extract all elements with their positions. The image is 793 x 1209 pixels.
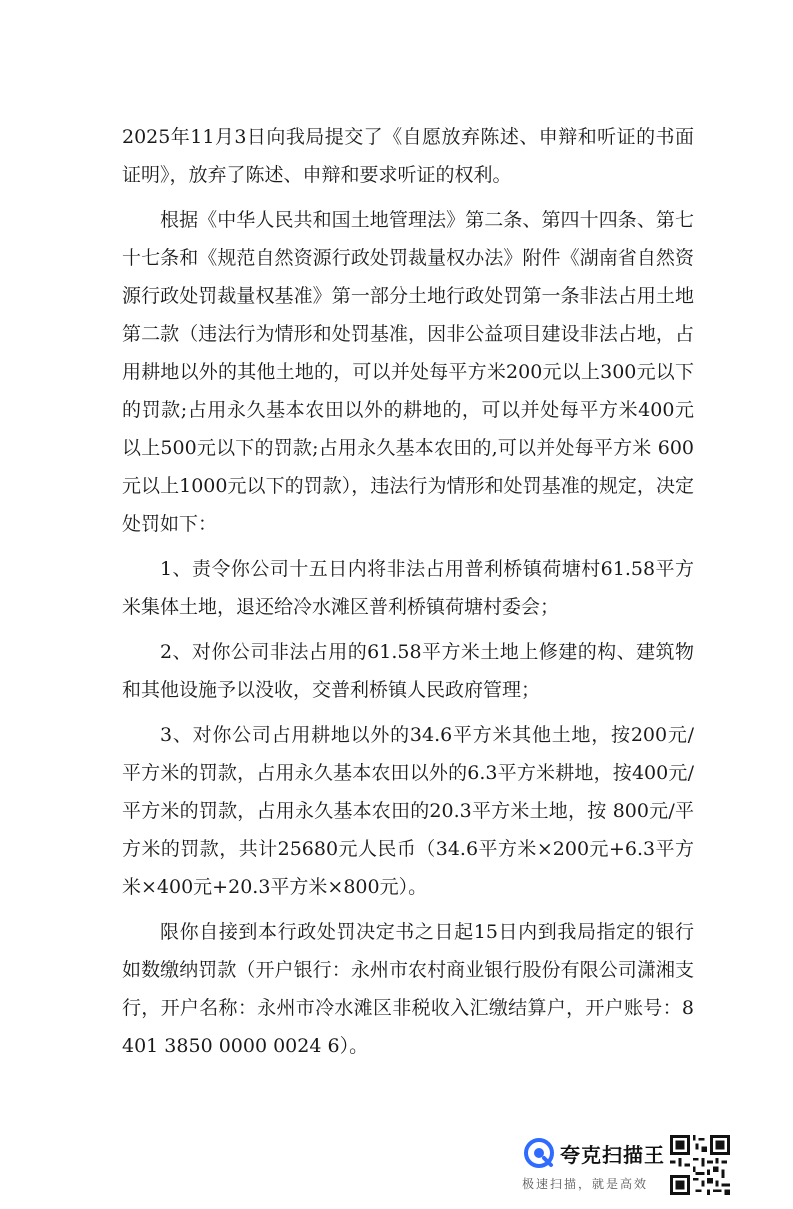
qr-code-icon bbox=[670, 1135, 730, 1195]
watermark-slogan: 极速扫描，就是高效 bbox=[522, 1177, 649, 1191]
paragraph-waiver: 2025年11月3日向我局提交了《自愿放弃陈述、申辩和听证的书面证明》，放弃了陈述、申辩和要求听证的权利。 bbox=[122, 126, 694, 186]
document-body bbox=[122, 118, 694, 1072]
quark-logo-icon bbox=[524, 1138, 554, 1168]
watermark-brand: 夸克扫描王 bbox=[560, 1143, 665, 1167]
scanner-watermark bbox=[520, 1135, 770, 1195]
paragraph-penalty-1: 1、责令你公司十五日内将非法占用普利桥镇荷塘村61.58平方米集体土地，退还给冷水滩区普利桥镇荷塘村委会； bbox=[122, 558, 694, 618]
paragraph-penalty-2: 2、对你公司非法占用的61.58平方米土地上修建的构、建筑物和其他设施予以没收，交普利桥镇人民政府管理； bbox=[122, 641, 694, 701]
paragraph-penalty-3: 3、对你公司占用耕地以外的34.6平方米其他土地，按200元/平方米的罚款，占用永久基本农田以外的6.3平方米耕地，按400元/平方米的罚款，占用永久基本农田的20.3平方米土地，按 800元/平方米的罚款，共计25680元人民币（34.6平方米×200元+6.3平方米×400元+20.3平方米×800元）。 bbox=[122, 724, 694, 898]
paragraph-payment-deadline: 限你自接到本行政处罚决定书之日起15日内到我局指定的银行如数缴纳罚款（开户银行：永州市农村商业银行股份有限公司潇湘支行，开户名称：永州市冷水滩区非税收入汇缴结算户，开户账号：8401 3850 0000 0024 6）。 bbox=[122, 921, 694, 1057]
paragraph-legal-basis: 根据《中华人民共和国土地管理法》第二条、第四十四条、第七十七条和《规范自然资源行政处罚裁量权办法》附件《湖南省自然资源行政处罚裁量权基准》第一部分土地行政处罚第一条非法占用土地第二款（违法行为情形和处罚基准，因非公益项目建设非法占地，占用耕地以外的其他土地的，可以并处每平方米200元以上300元以下的罚款;占用永久基本农田以外的耕地的，可以并处每平方米400元以上500元以下的罚款;占用永久基本农田的,可以并处每平方米 600元以上1000元以下的罚款），违法行为情形和处罚基准的规定，决定处罚如下： bbox=[122, 209, 694, 535]
